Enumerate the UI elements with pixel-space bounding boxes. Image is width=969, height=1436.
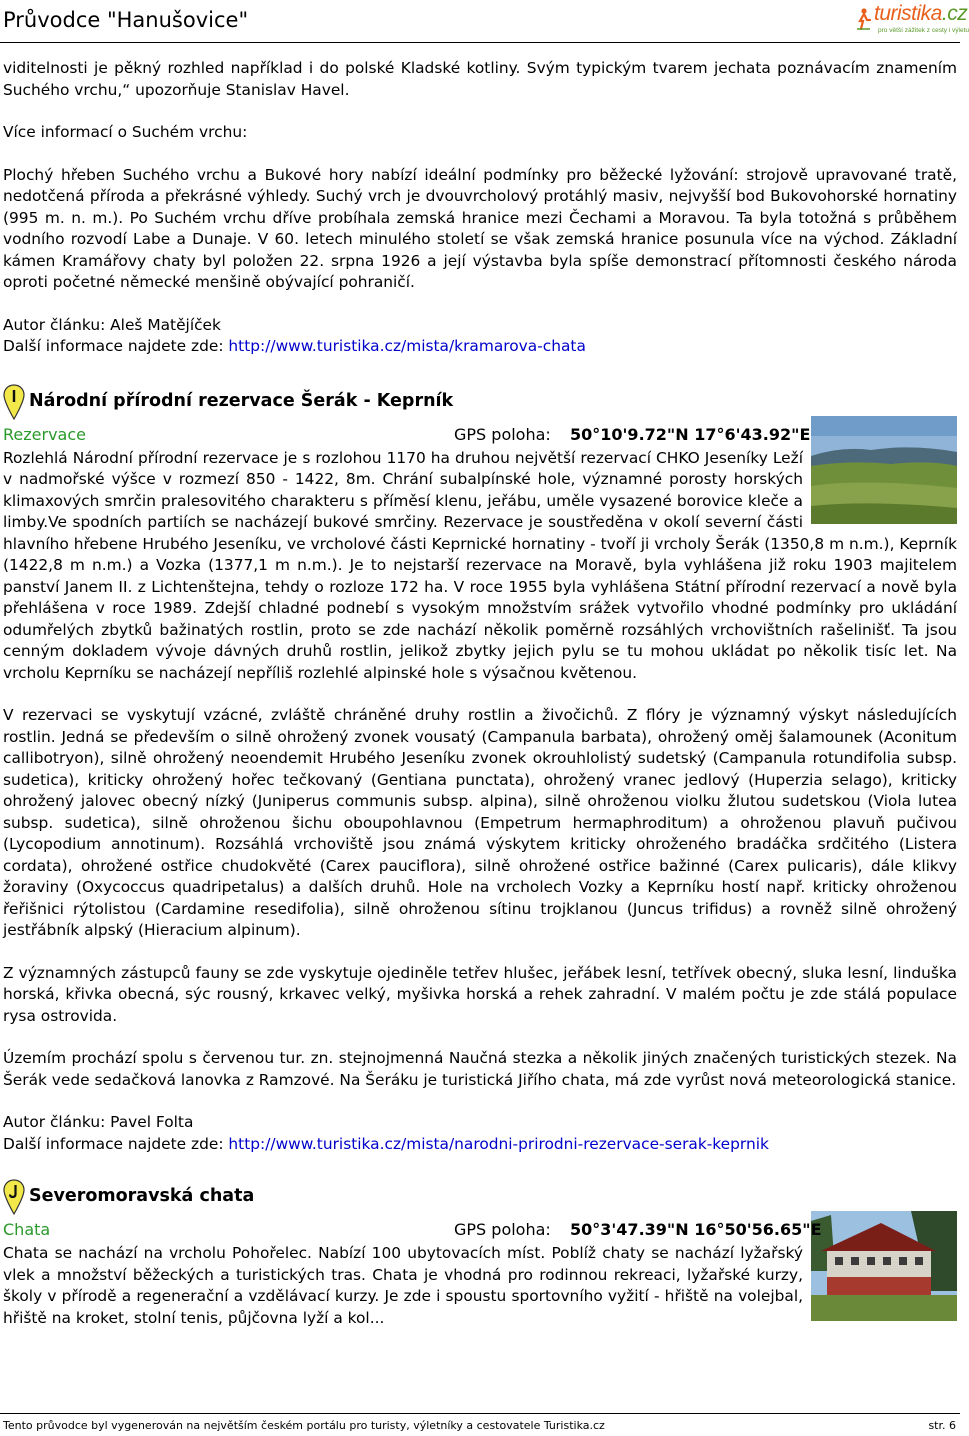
- gps-value: 50°10'9.72"N 17°6'43.92"E: [570, 424, 811, 444]
- section-title: Národní přírodní rezervace Šerák - Keprník: [29, 390, 454, 411]
- section-paragraph-1: Chata se nachází na vrcholu Pohořelec. Nabízí 100 ubytovacích míst. Poblíž chaty se nachází lyžařský vlek a množství běžeckých a turistických tras. Chata je vhodná pro rodinnou rekreaci, lyžařské kurzy, školy v přírodě a regenerační a vzdělávací kurzy. Je zde i spoustu sportovního vyžití - hřiště na volejbal, hřiště na kroket, stolní tenis, půjčovna lyží a kol...: [3, 1244, 803, 1327]
- kramarova-chata-link[interactable]: http://www.turistika.cz/mista/kramarova-chata: [228, 337, 586, 355]
- map-pin-icon: [3, 1179, 25, 1215]
- page-number: str. 6: [928, 1419, 956, 1432]
- hiker-logo-icon: [854, 8, 872, 30]
- category-label: Rezervace: [3, 424, 86, 444]
- section-serak-keprnik: [3, 384, 957, 1156]
- page-footer: [0, 1413, 960, 1432]
- section-severomoravska-chata: [3, 1179, 957, 1329]
- intro-paragraph-3: Plochý hřeben Suchého vrchu a Bukové hory nabízí ideální podmínky pro běžecké lyžování: strojově upravované tratě, nedotčená příroda a překrásné výhledy. Suchý vrch je dvouvrcholový protáhlý masiv, nejvyšší bod Bukovohorské hornatiny (995 m. n. m.). Po Suchém vrchu dříve probíhala zemská hranice mezi Čechami a Moravou. Ta byla totožná s průběhem vodního rozvodí Labe a Dunaje. V 60. letech minulého století se však zemská hranice posunula více na východ. Základní kámen Kramářovy chaty byl položen 22. srpna 1926 a její výstavba byla spíše demonstrací přítomnosti českého národa oproti početné německé menšině obývající pohraničí.: [3, 165, 957, 291]
- section-author: Autor článku: Pavel Folta: [3, 1113, 194, 1131]
- section-meta: [3, 422, 957, 448]
- category-label: Chata: [3, 1220, 51, 1239]
- logo-tagline: pro větší zážitek z cesty i výletu: [878, 27, 969, 34]
- section-meta: [3, 1217, 957, 1243]
- document-title: Průvodce "Hanušovice": [3, 8, 249, 32]
- section-title: Severomoravská chata: [29, 1186, 255, 1206]
- intro-more-info: [3, 336, 957, 358]
- more-info-label: Další informace najdete zde:: [3, 1134, 224, 1153]
- intro-paragraph-1: viditelnosti je pěkný rozhled například i do polské Kladské kotliny. Svým typickým tvarem jechata poznávacím znamením Suchého vrchu,“ upozorňuje Stanislav Havel.: [3, 59, 957, 99]
- article-content: [3, 58, 957, 1329]
- serak-keprnik-link[interactable]: http://www.turistika.cz/mista/narodni-prirodni-rezervace-serak-keprnik: [228, 1134, 769, 1153]
- gps-label: GPS poloha:: [454, 1220, 551, 1239]
- gps-label: GPS poloha:: [454, 424, 551, 444]
- gps-value: 50°3'47.39"N 16°50'56.65"E: [570, 1220, 822, 1239]
- section-paragraph-4: Územím prochází spolu s červenou tur. zn. stejnojmenná Naučná stezka a několik jiných značených turistických stezek. Na Šerák vede sedačková lanovka z Ramzové. Na Šeráku je turistická Jiřího chata, má zde vyrůst nová meteorologická stanice.: [3, 1049, 957, 1089]
- footer-text: Tento průvodce byl vygenerován na největším českém portálu pro turisty, výletníky a cestovatele Turistika.cz: [3, 1419, 605, 1432]
- logo-wordmark: turistika.cz: [874, 2, 968, 25]
- page-header: [0, 0, 969, 43]
- section-paragraph-2: V rezervaci se vyskytují vzácné, zvláště chráněné druhy rostlin a živočichů. Z flóry je významný výskyt následujících rostlin. Jedná se především o silně ohrožený zvonek vousatý (Campanula barbata), ohrožený oměj šalamounek (Aconitum callibotryon), silně ohrožený neoendemit Hrubého Jeseníku zvonek okrouhlolistý sudetský (Campanula rotundifolia subsp. sudetica), kriticky ohrožený hořec tečkovaný (Gentiana punctata), ohrožený vranec jedlový (Huperzia selago), kriticky ohrožený jalovec obecný nízký (Juniperus communis subsp. alpina), silně ohroženou violku žlutou sudetskou (Viola lutea subsp. sudetica), silně ohroženou šichu oboupohlavnou (Empetrum hermaphroditum) a ohroženou plavuň pučivou (Lycopodium annotinum). Rozsáhlá vrchoviště jsou známá výskytem kriticky ohroženého bradáčka srdčitého (Listera cordata), ohrožené ostřice chudokvěté (Carex pauciflora), silně ohrožené ostřice bažinné (Carex pulicaris), dále klikvy žoraviny (Oxycoccus quadripetalus) a dalších druhů. Hole na vrcholech Vozky a Keprníku hostí např. kriticky ohroženou řeřišnici rýtolistou (Cardamine resedifolia), silně ohroženou sítinu trojklanou (Juncus trifidus) a rovněž silně ohrožený jestřábník alpský (Hieracium alpinum).: [3, 706, 957, 939]
- intro-author: Autor článku: Aleš Matějíček: [3, 315, 221, 334]
- map-pin-icon: [3, 384, 25, 420]
- intro-paragraph-2: Více informací o Suchém vrchu:: [3, 123, 248, 141]
- more-info-label: Další informace najdete zde:: [3, 337, 224, 355]
- section-paragraph-1: Rozlehlá Národní přírodní rezervace je s rozlohou 1170 ha druhou největší rezervací CHKO Jeseníky Leží v nadmořské výšce v rozmezí 850 - 1422, 8m. Chrání subalpínské hole, významné porosty horských klimaxových smrčin pralesovitého charakteru s příměsí klenu, jeřábu, uměle vysazené borovice kleče a limby.Ve spodních partiích se nacházejí bukové smrčiny. Rezervace je soustředěna v okolí severní části hlavního hřebene Hrubého Jeseníku, ve vrcholové části Keprnické hornatiny - tvoří ji vrcholy Šerák (1350,8 m n.m.), Keprník (1422,8 m n.m.) a Vozka (1377,1 m n.m.). Je to nejstarší rezervace na Moravě, byla vyhlášena již roku 1903 majitelem panství Janem II. z Lichtenštejna, tehdy o rozloze 172 ha. V roce 1955 byla vyhlášena Státní přírodní rezervací a nově byla přehlášena v roce 1989. Zdejší chladné podnebí s vysokým množstvím srážek vytvořilo vhodné podmínky pro ukládání odumřelých zbytků bažinatých rostlin, proto se zde nachází několik poměrně rozsáhlých vrchovištních rašelinišť. Ta jsou cenným dokladem vývoje dávných druhů rostlin, jelikož zbytky jejich pylu se tu mohou ukládat po několik tisíc let. Na vrcholu Keprníku se nacházejí nepříliš rozlehlé alpinské hole s výsačnou květenou.: [3, 448, 957, 682]
- section-more-info: [3, 1134, 957, 1156]
- section-paragraph-3: Z významných zástupců fauny se zde vyskytuje ojediněle tetřev hlušec, jeřábek lesní, tetřívek obecný, sluka lesní, linduška horská, křivka obecná, sýc rousný, krkavec velký, myšivka horská a rehek zahradní. V malém počtu je zde stálá populace rysa ostrovida.: [3, 963, 957, 1025]
- section-header: [3, 1179, 957, 1217]
- turistika-logo[interactable]: [852, 2, 969, 38]
- section-header: [3, 384, 957, 422]
